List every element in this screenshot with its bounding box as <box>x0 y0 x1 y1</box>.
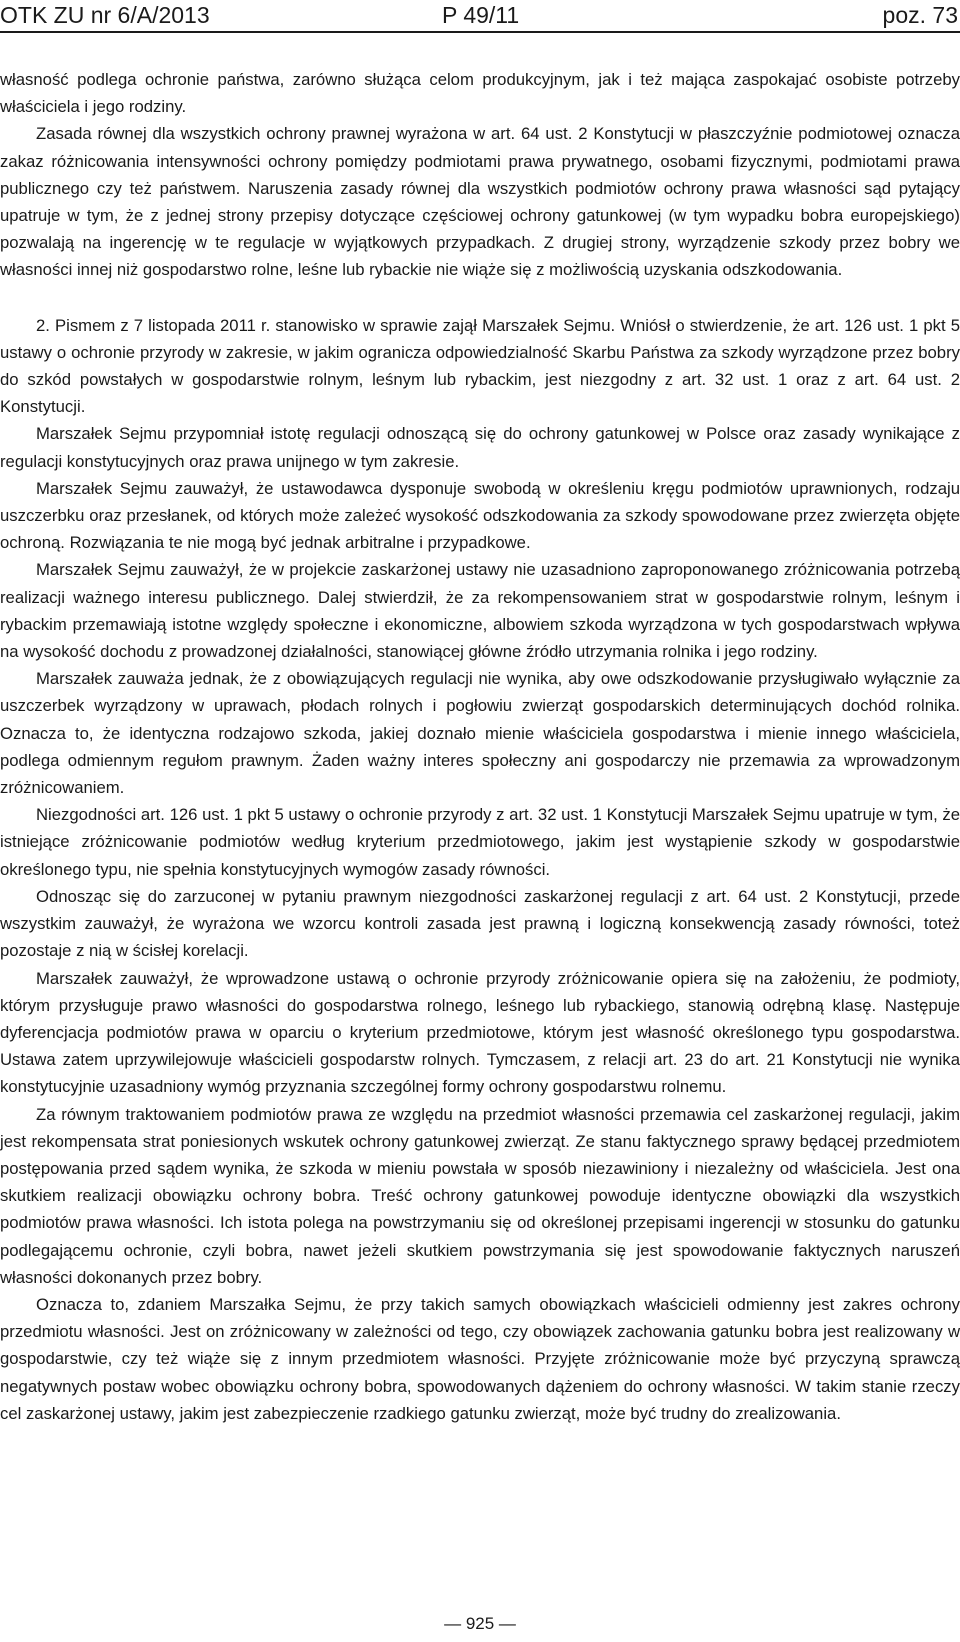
paragraph: Marszałek zauważył, że wprowadzone ustawą o ochronie przyrody zróżnicowanie opiera się na założeniu, że podmioty, którym przysługuje prawo własności do gospodarstwa rolnego, leśnego lub rybackiego, stanowią odrębną klasę. Następuje dyferencjacja podmiotów prawa w oparciu o kryterium przedmiotowe, którym jest własność określonego typu gospodarstwa. Ustawa zatem uprzywilejowuje właścicieli gospodarstw rolnych. Tymczasem, z relacji art. 23 do art. 21 Konstytucji nie wynika konstytucyjnie uzasadniony wymóg przyznania szczególnej formy ochrony gospodarstwu rolnemu. <box>0 968 960 1097</box>
paragraph: Marszałek Sejmu zauważył, że ustawodawca dysponuje swobodą w określeniu kręgu podmiotów uprawnionych, rodzaju uszczerbku oraz przesłanek, od których może zależeć wysokość odszkodowania za szkody spowodowane przez zwierzęta objęte ochroną. Rozwiązania te nie mogą być jednak arbitralne i przypadkowe. <box>0 478 960 553</box>
paragraph: Marszałek Sejmu zauważył, że w projekcie zaskarżonej ustawy nie uzasadniono zaproponowanego zróżnicowania potrzebą realizacji ważnego interesu publicznego. Dalej stwierdził, że za rekompensowaniem strat w gospodarstwie rolnym, leśnym i rybackim przemawiają istotne względy społeczne i ekonomiczne, albowiem szkoda wyrządzona w tych gospodarstwach wpływa na wysokość dochodu z prowadzonej działalności, stanowiącej główne źródło utrzymania rolnika i jego rodziny. <box>0 560 960 662</box>
paragraph-section-2: 2. Pismem z 7 listopada 2011 r. stanowisko w sprawie zajął Marszałek Sejmu. Wniósł o stwierdzenie, że art. 126 ust. 1 pkt 5 ustawy o ochronie przyrody w zakresie, w jakim ogranicza odpowiedzialność Skarbu Państwa za szkody wyrządzone przez bobry do szkód powstałych w gospodarstwie rolnym, leśnym lub rybackim, jest niezgodny z art. 32 ust. 1 oraz z art. 64 ust. 2 Konstytucji. <box>0 315 960 417</box>
paragraph: Marszałek Sejmu przypomniał istotę regulacji odnoszącą się do ochrony gatunkowej w Polsce oraz zasady wynikające z regulacji konstytucyjnych oraz prawa unijnego w tym zakresie. <box>0 424 960 471</box>
paragraph: Marszałek zauważa jednak, że z obowiązujących regulacji nie wynika, aby owe odszkodowanie przysługiwało wyłącznie za uszczerbek wyrządzony w uprawach, płodach rolnych i pogłowiu zwierząt gospodarskich determinujących dochód rolnika. Oznacza to, że identyczna rodzajowo szkoda, jakiej doznało mienie właściciela gospodarstwa i mienie innego właściciela, podlega odmiennym regułom prawnym. Żaden ważny interes społeczny ani gospodarczy nie przemawia za wprowadzonym zróżnicowaniem. <box>0 669 960 798</box>
journal-reference: OTK ZU nr 6/A/2013 <box>0 2 210 28</box>
paragraph: Odnosząc się do zarzuconej w pytaniu prawnym niezgodności zaskarżonej regulacji z art. 64 ust. 2 Konstytucji, przede wszystkim zauważył, że wyrażona we wzorcu kontroli zasada jest prawną i logiczną konsekwencją zasady równości, toteż pozostaje z nią w ścisłej korelacji. <box>0 886 960 961</box>
page-number: — 925 — <box>444 1614 516 1633</box>
paragraph: Za równym traktowaniem podmiotów prawa ze względu na przedmiot własności przemawia cel zaskarżonej regulacji, jakim jest rekompensata strat poniesionych wskutek ochrony gatunkowej zwierząt. Ze stanu faktycznego sprawy będącej przedmiotem postępowania przed sądem wynika, że szkoda w mieniu powstała w sposób niezawiniony i niezależny od właściciela. Jest ona skutkiem realizacji obowiązku ochrony bobra. Treść ochrony gatunkowej powoduje identyczne obowiązki dla wszystkich podmiotów prawa własności. Ich istota polega na powstrzymaniu się od określonej przepisami ingerencji w stosunku do gatunku podlegającemu ochronie, czyli bobra, nawet jeżeli skutkiem powstrzymania się jest spowodowanie faktycznych naruszeń własności dokonanych przez bobry. <box>0 1104 960 1287</box>
paragraph: Zasada równej dla wszystkich ochrony prawnej wyrażona w art. 64 ust. 2 Konstytucji w płaszczyźnie podmiotowej oznacza zakaz różnicowania intensywności ochrony pomiędzy podmiotami prawa prywatnego, osobami fizycznymi, podmiotami prawa publicznego czy też państwem. Naruszenia zasady równej dla wszystkich podmiotów ochrony prawa własności sąd pytający upatruje w tym, że z jednej strony przepisy dotyczące częściowej ochrony gatunkowej (w tym wypadku bobra europejskiego) pozwalają na ingerencję w te regulacje w wyjątkowych przypadkach. Z drugiej strony, wyrządzenie szkody przez bobry we własności innej niż gospodarstwo rolne, leśne lub rybackie nie wiąże się z możliwością uzyskania odszkodowania. <box>0 124 960 280</box>
running-header <box>0 0 960 33</box>
paragraph-continuation: własność podlega ochronie państwa, zarówno służąca celom produkcyjnym, jak i też mająca zaspokajać osobiste potrzeby właściciela i jego rodziny. <box>0 70 960 117</box>
paragraph: Niezgodności art. 126 ust. 1 pkt 5 ustawy o ochronie przyrody z art. 32 ust. 1 Konstytucji Marszałek Sejmu upatruje w tym, że istniejące zróżnicowanie podmiotów według kryterium przedmiotowego, jakim jest wystąpienie szkody w gospodarstwie określonego typu, nie spełnia konstytucyjnych wymogów zasady równości. <box>0 805 960 879</box>
case-signature: P 49/11 <box>442 2 520 28</box>
paragraph: Oznacza to, zdaniem Marszałka Sejmu, że przy takich samych obowiązkach właścicieli odmienny jest zakres ochrony przedmiotu własności. Jest on zróżnicowany w zależności od tego, czy obowiązek zachowania gatunku bobra jest realizowany w gospodarstwie, czy też wiąże się z innym przedmiotem własności. Przyjęte zróżnicowanie może być przyczyną sprawczą negatywnych postaw wobec obowiązku ochrony bobra, spowodowanych dążeniem do ochrony własności. W takim stanie rzeczy cel zaskarżonej ustawy, jakim jest zabezpieczenie rzadkiego gatunku zwierząt, może być trudny do zrealizowania. <box>0 1294 960 1423</box>
position-number: poz. 73 <box>882 2 958 28</box>
document-body <box>0 66 960 1427</box>
